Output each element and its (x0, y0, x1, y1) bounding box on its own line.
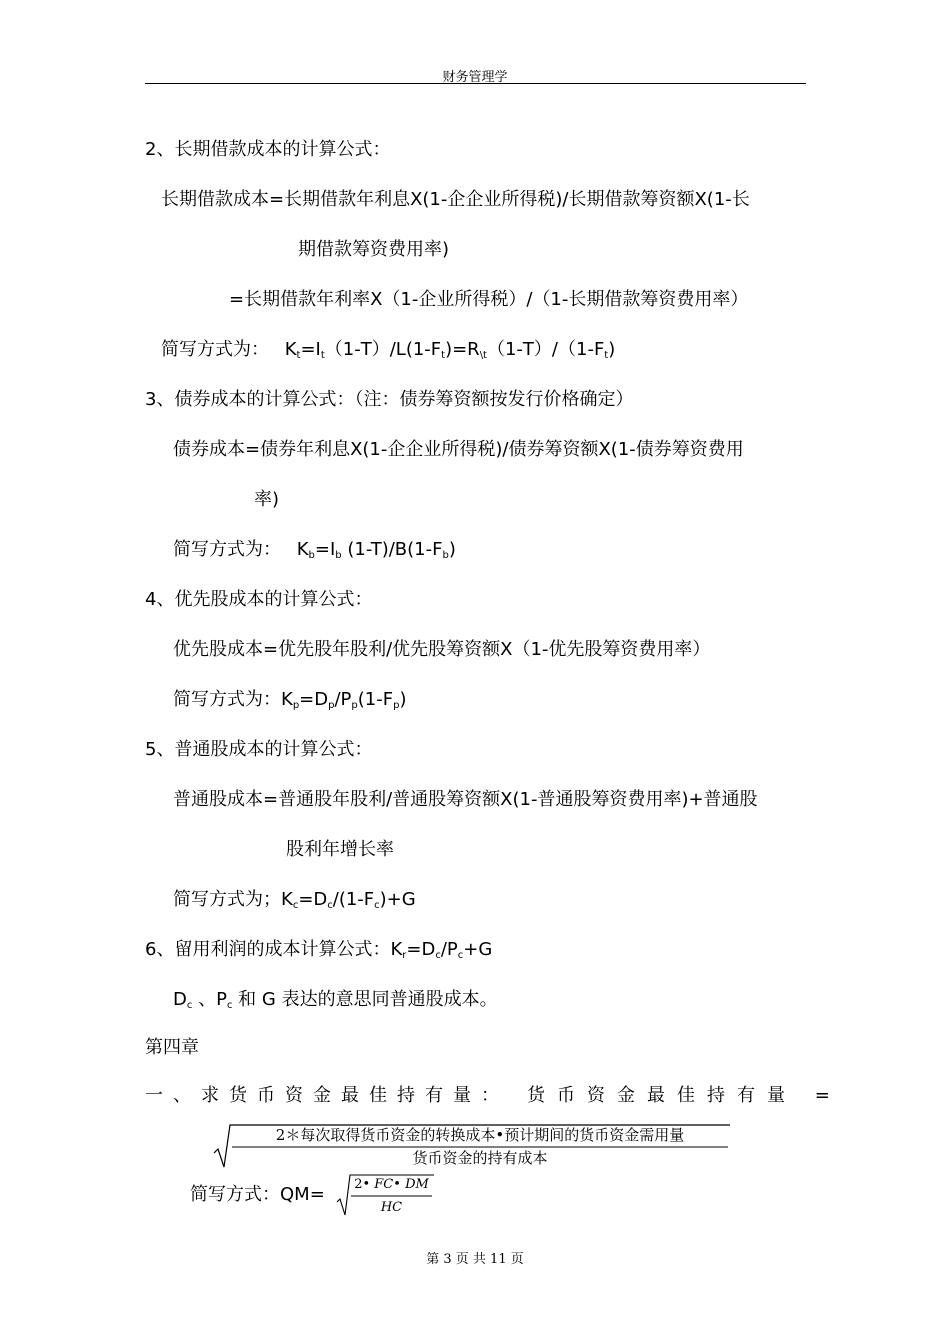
section-3-formula-line-2: 率) (254, 489, 280, 510)
formula-text: =D (406, 939, 436, 960)
subscript: c (374, 900, 380, 911)
section-2-formula-line-1: 长期借款成本=长期借款年利息Ⅹ(1-企企业所得税)/长期借款筹资额Ⅹ(1-长 (161, 189, 750, 210)
formula-text: +G (463, 939, 493, 960)
formula-text: K (284, 339, 297, 360)
page-header-title: 财务管理学 (442, 70, 508, 85)
short-form-label: 简写方式为： (161, 339, 269, 360)
section-6-heading (145, 938, 492, 962)
section-6-note (173, 988, 498, 1012)
section-5-heading: 5、普通股成本的计算公式： (145, 739, 373, 760)
section-5-short-formula (173, 888, 416, 912)
formula-text: =I (314, 539, 336, 560)
page-footer: 第 3 页 共 11 页 (426, 1252, 524, 1267)
subscript: c (292, 900, 299, 911)
formula-text: D (173, 989, 187, 1010)
section-2-short-formula (161, 338, 615, 362)
formula-text: /(1-F (332, 889, 375, 910)
formula-text: =D (299, 689, 329, 710)
formula-numerator: 2＊每次取得货币资金的转换成本•预计期间的货币资金需用量 (275, 1126, 685, 1144)
formula-text: ) (399, 689, 407, 710)
subscript: c (435, 950, 441, 961)
formula-text: （1-T）/L(1-F (324, 339, 442, 360)
subscript: b (308, 550, 315, 561)
short-form-label: 简写方式为： (173, 689, 281, 710)
note-text: 和 G 表达的意思同普通股成本。 (232, 989, 498, 1010)
subscript: t (296, 350, 301, 361)
ch4-short-label: 简写方式：QM= (190, 1184, 325, 1205)
formula-text: /P (334, 689, 352, 710)
formula-text: )=R (445, 339, 480, 360)
header-divider (145, 83, 806, 84)
subscript: p (328, 700, 335, 711)
subscript: c (186, 1000, 193, 1011)
formula-text: (1-T)/B(1-F (341, 539, 443, 560)
subscript: \t (479, 350, 487, 361)
cash-holding-formula (212, 1121, 732, 1171)
subscript: b (335, 550, 342, 561)
qm-numerator (351, 1176, 432, 1193)
formula-text: /P (440, 939, 458, 960)
formula-text: 、P (192, 989, 227, 1010)
formula-text: (1-F (357, 689, 394, 710)
short-form-label: 简写方式为； (173, 889, 281, 910)
formula-text: 2• (354, 1177, 371, 1192)
formula-text: =D (298, 889, 328, 910)
ch4-heading-right: 货币资金最佳持有量 = (527, 1085, 842, 1106)
qm-denominator: HC (380, 1200, 403, 1215)
chapter-heading: 第四章 (145, 1037, 199, 1058)
formula-text: （1-T）/（1-F (486, 339, 605, 360)
heading-text: 6、留用利润的成本计算公式：K (145, 939, 403, 960)
formula-text: ) (608, 339, 616, 360)
section-4-formula: 优先股成本=优先股年股利/优先股筹资额Ⅹ（1-优先股筹资费用率） (173, 639, 711, 660)
formula-text: K (296, 539, 309, 560)
subscript: t (441, 350, 446, 361)
subscript: c (327, 900, 333, 911)
formula-text: )+G (379, 889, 416, 910)
section-3-formula-line-1: 债券成本=债券年利息Ⅹ(1-企企业所得税)/债券筹资额Ⅹ(1-债券筹资费用 (173, 439, 744, 460)
formula-text: K (281, 889, 293, 910)
subscript: c (457, 950, 464, 961)
formula-text: ) (448, 539, 456, 560)
formula-text: =I (300, 339, 321, 360)
subscript: c (226, 1000, 233, 1011)
subscript: t (604, 350, 609, 361)
ch4-heading-left: 一、求货币资金最佳持有量： (145, 1085, 509, 1106)
section-4-short-formula (173, 688, 406, 712)
formula-denominator: 货币资金的持有成本 (412, 1149, 548, 1167)
section-4-heading: 4、优先股成本的计算公式： (145, 589, 373, 610)
section-3-short-formula (173, 538, 456, 562)
qm-formula (336, 1172, 436, 1218)
formula-text: FC• (374, 1177, 401, 1192)
subscript: b (442, 550, 449, 561)
subscript: t (320, 350, 325, 361)
short-form-label: 简写方式为： (173, 539, 281, 560)
section-2-formula-line-2: 期借款筹资费用率) (298, 239, 450, 260)
section-5-formula-line-2: 股利年增长率 (286, 839, 394, 860)
subscript: r (402, 950, 407, 961)
formula-text: DM (405, 1177, 429, 1192)
section-3-heading: 3、债券成本的计算公式：（注：债券筹资额按发行价格确定） (145, 389, 634, 410)
formula-text: K (281, 689, 293, 710)
section-5-formula-line-1: 普通股成本=普通股年股利/普通股筹资额Ⅹ(1-普通股筹资费用率)+普通股 (173, 789, 758, 810)
subscript: p (351, 700, 358, 711)
section-2-formula-line-3: =长期借款年利率Ⅹ（1-企业所得税）/（1-长期借款筹资费用率） (229, 289, 749, 310)
subscript: p (393, 700, 400, 711)
subscript: p (292, 700, 300, 711)
section-2-heading: 2、长期借款成本的计算公式： (145, 139, 391, 160)
